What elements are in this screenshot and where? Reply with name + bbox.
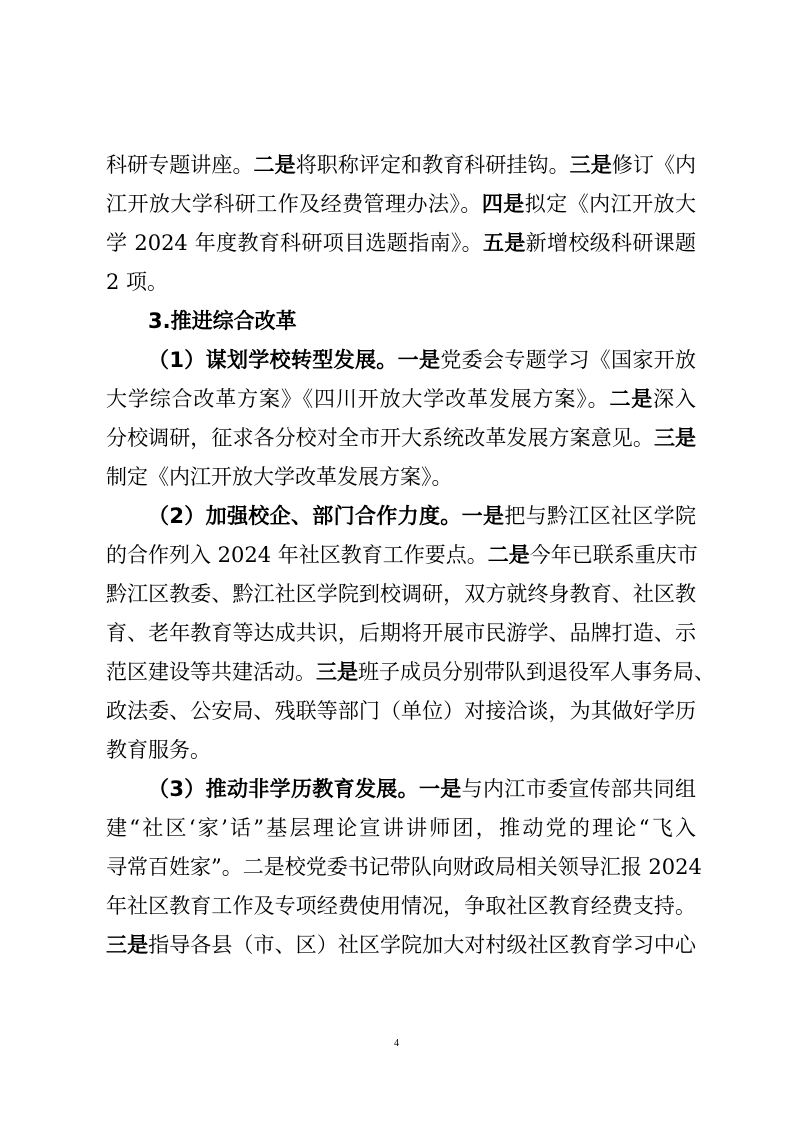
text-run: 建“社区‘家’话”基层理论宣讲讲师团，推动党的理论“飞入 <box>106 816 696 840</box>
bold-run: 三是 <box>316 660 358 684</box>
page-number: 4 <box>394 1038 399 1049</box>
text-run: 江开放大学科研工作及经费管理办法》。 <box>106 192 482 216</box>
bold-run: 二是 <box>253 153 296 177</box>
bold-run: （2）加强校企、部门合作力度。一是 <box>148 504 505 528</box>
text-line <box>106 419 696 458</box>
section-heading <box>106 302 696 341</box>
text-run: 大学综合改革方案》《四川开放大学改革发展方案》。 <box>106 387 610 411</box>
text-run: 科研专题讲座。 <box>106 153 254 177</box>
text-run: 党委会专题学习《国家开放 <box>440 348 696 372</box>
bold-run: 二是 <box>609 387 654 411</box>
text-line <box>106 848 702 887</box>
text-line <box>106 185 696 224</box>
text-run: 与内江市委宣传部共同组 <box>461 777 696 801</box>
text-run: 范区建设等共建活动。 <box>106 660 316 684</box>
text-line <box>106 341 696 380</box>
text-run: 今年已联系重庆市 <box>529 543 698 567</box>
text-line <box>106 146 696 185</box>
text-run: 制定《内江开放大学改革发展方案》。 <box>106 465 453 489</box>
body-text <box>106 146 715 965</box>
text-run: 的合作列入 2024 年社区教育工作要点。 <box>106 543 488 567</box>
text-line <box>106 692 696 731</box>
text-line <box>106 536 696 575</box>
text-run: 2 项。 <box>106 270 169 294</box>
text-line <box>106 770 696 809</box>
text-run: 教育服务。 <box>106 738 211 762</box>
text-line <box>106 224 696 263</box>
text-run: 分校调研，征求各分校对全市开大系统改革发展方案意见。 <box>106 426 654 450</box>
text-line <box>106 809 696 848</box>
text-run: 拟定《内江开放大 <box>524 192 697 216</box>
text-line <box>106 887 696 926</box>
text-line <box>106 653 715 692</box>
text-run: 班子成员分别带队到退役军人事务局、 <box>358 660 715 684</box>
text-run: 黔江区教委、黔江社区学院到校调研，双方就终身教育、社区教 <box>106 582 696 606</box>
bold-run: 二是 <box>487 543 530 567</box>
text-run: 学 2024 年度教育科研项目选题指南》。 <box>106 231 483 255</box>
bold-run: 三是 <box>569 153 612 177</box>
text-run: 年社区教育工作及专项经费使用情况，争取社区教育经费支持。 <box>106 894 696 918</box>
text-line <box>106 731 696 770</box>
text-run: 深入 <box>653 387 697 411</box>
text-run: 政法委、公安局、残联等部门（单位）对接洽谈，为其做好学历 <box>106 699 696 723</box>
text-line <box>106 614 696 653</box>
bold-run: 五是 <box>482 231 526 255</box>
text-run: 育、老年教育等达成共识，后期将开展市民游学、品牌打造、示 <box>106 621 696 645</box>
bold-run: 3.推进综合改革 <box>148 309 297 333</box>
bold-run: （3）推动非学历教育发展。一是 <box>148 777 462 801</box>
text-line <box>106 263 696 302</box>
bold-run: 三是 <box>106 933 149 957</box>
bold-run: 四是 <box>481 192 525 216</box>
text-line <box>106 380 696 419</box>
text-run: 将职称评定和教育科研挂钩。 <box>295 153 570 177</box>
text-run: 修订《内 <box>611 153 697 177</box>
bold-run: 三是 <box>653 426 697 450</box>
text-line <box>106 458 696 497</box>
text-run: 指导各县（市、区）社区学院加大对村级社区教育学习中心 <box>148 933 697 957</box>
text-run: 把与黔江区社区学院 <box>504 504 696 528</box>
bold-run: （1）谋划学校转型发展。一是 <box>148 348 441 372</box>
text-line <box>106 575 696 614</box>
text-line <box>106 926 696 965</box>
text-line <box>106 497 696 536</box>
text-run: 新增校级科研课题 <box>525 231 696 255</box>
text-run: 寻常百姓家”。二是校党委书记带队向财政局相关领导汇报 2024 <box>106 855 702 879</box>
